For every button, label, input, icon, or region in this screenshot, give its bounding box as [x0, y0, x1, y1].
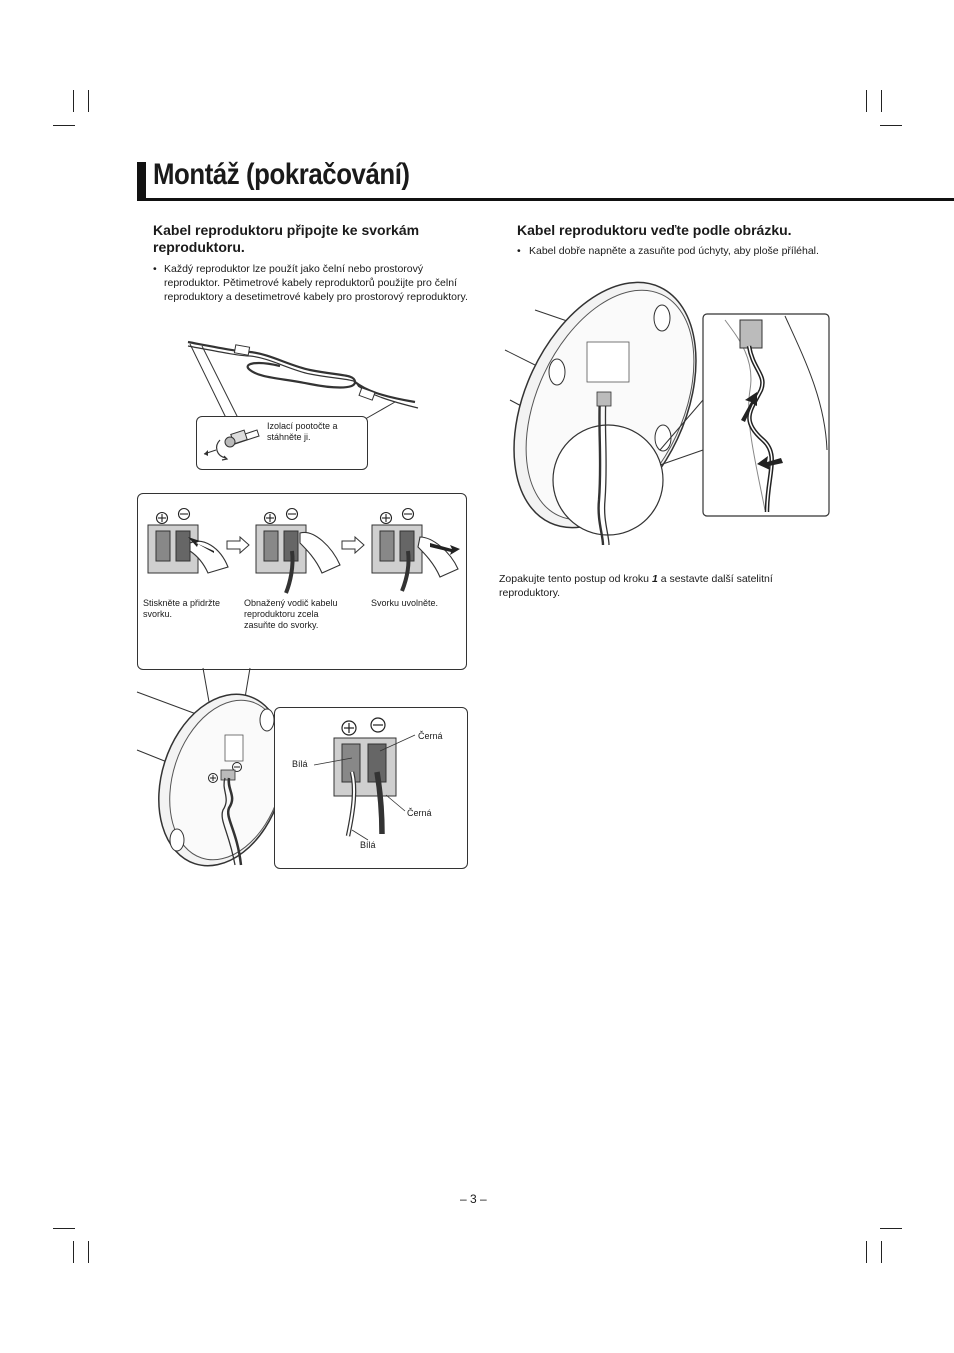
repeat-instruction — [499, 572, 829, 600]
page-number: – 3 – — [460, 1192, 487, 1206]
label-white-bottom: Bílá — [360, 840, 376, 850]
cable-routing-illustration — [505, 280, 835, 550]
repeat-step-number: 1 — [651, 573, 658, 585]
left-bullet-text: Každý reproduktor lze použít jako čelní nebo prostorový reproduktor. Pětimetrové kabely reproduktorů použijte pro čelní reproduktory a desetimetrové kabely pro prostorový reproduktory. — [164, 263, 468, 303]
page-title: Montáž (pokračování) — [153, 158, 410, 191]
repeat-text-before: Zopakujte tento postup od kroku — [499, 573, 652, 585]
step-1-caption: Stiskněte a přidržte svorku. — [143, 598, 221, 619]
left-heading: Kabel reproduktoru připojte ke svorkám reproduktoru. — [153, 222, 420, 255]
left-bullet: • — [153, 263, 157, 275]
label-black-mid: Černá — [407, 808, 432, 818]
insulation-note: Izolací pootočte a stáhněte ji. — [267, 421, 338, 442]
step-2-caption: Obnažený vodič kabelu reproduktoru zcela zasuňte do svorky. — [244, 598, 338, 630]
right-heading: Kabel reproduktoru veďte podle obrázku. — [517, 222, 792, 238]
label-black-top: Černá — [418, 731, 443, 741]
step-3-caption: Svorku uvolněte. — [371, 598, 439, 608]
label-white-left: Bílá — [292, 759, 308, 769]
right-bullet-text: Kabel dobře napněte a zasuňte pod úchyty, aby ploše příléhal. — [529, 245, 819, 257]
repeat-text-after: a sestavte další satelitní reproduktory. — [499, 573, 773, 599]
right-bullet: • — [517, 245, 521, 257]
